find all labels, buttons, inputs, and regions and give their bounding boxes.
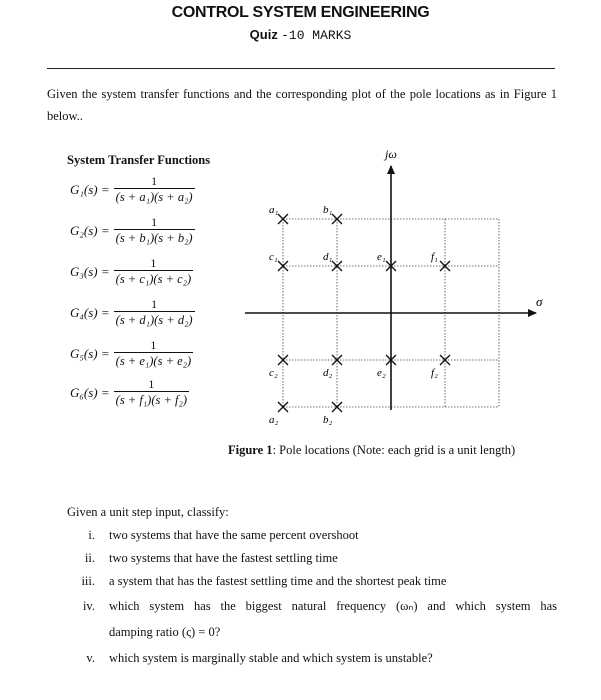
question-text: a system that has the fastest settling time and the shortest peak time bbox=[109, 574, 447, 588]
figure-caption-text: : Pole locations (Note: each grid is a unit length) bbox=[272, 443, 516, 457]
tf-lhs: G₁(s) = bbox=[70, 182, 110, 197]
pole-label: b₂ bbox=[323, 414, 333, 426]
pole-label: c₁ bbox=[269, 251, 278, 263]
figure-label: Figure 1 bbox=[228, 443, 273, 457]
document-title: CONTROL SYSTEM ENGINEERING bbox=[171, 4, 430, 21]
real-axis-label: σ bbox=[536, 294, 543, 309]
tf-heading: System Transfer Functions bbox=[67, 153, 211, 167]
tf-lhs: G₂(s) = bbox=[70, 223, 110, 238]
transfer-function-g6 bbox=[70, 378, 189, 408]
tf-lhs: G₅(s) = bbox=[70, 346, 110, 361]
quiz-label: Quiz bbox=[249, 27, 278, 42]
pole-label: b₁ bbox=[323, 204, 333, 216]
question-number: ii. bbox=[84, 551, 95, 565]
quiz-marks-line bbox=[0, 27, 601, 43]
pole-label: f₁ bbox=[431, 251, 438, 263]
tf-numerator: 1 bbox=[151, 174, 158, 188]
tf-denominator: (s + d₁)(s + d₂) bbox=[115, 313, 193, 327]
tf-denominator: (s + f₁)(s + f₂) bbox=[115, 393, 188, 407]
transfer-function-g3 bbox=[70, 257, 193, 287]
question-text: which system is marginally stable and which system is unstable? bbox=[109, 651, 433, 665]
question-number: iii. bbox=[81, 574, 95, 588]
tf-lhs: G₆(s) = bbox=[70, 385, 110, 400]
question-text: two systems that have the same percent overshoot bbox=[109, 528, 359, 542]
pole-label: a₁ bbox=[269, 204, 279, 216]
intro-paragraph: Given the system transfer functions and the corresponding plot of the pole locations as in Figure 1 below.. bbox=[47, 87, 557, 123]
pole-label: f₂ bbox=[431, 367, 438, 379]
transfer-function-g2 bbox=[70, 216, 195, 246]
tf-denominator: (s + c₁)(s + c₂) bbox=[115, 272, 192, 286]
tf-lhs: G₄(s) = bbox=[70, 305, 110, 320]
tf-numerator: 1 bbox=[150, 256, 157, 270]
transfer-function-g1 bbox=[70, 175, 195, 205]
transfer-function-g5 bbox=[70, 339, 193, 369]
tf-denominator: (s + e₁)(s + e₂) bbox=[115, 354, 192, 368]
poles bbox=[269, 204, 450, 426]
tf-lhs: G₃(s) = bbox=[70, 264, 110, 279]
question-text: damping ratio (ς) = 0? bbox=[109, 625, 221, 639]
question-text: two systems that have the fastest settling time bbox=[109, 551, 338, 565]
pole-label: d₂ bbox=[323, 367, 333, 379]
pole-location-plot bbox=[230, 140, 560, 435]
header-divider bbox=[47, 68, 555, 69]
tf-denominator: (s + b₁)(s + b₂) bbox=[115, 231, 193, 245]
tf-numerator: 1 bbox=[151, 297, 158, 311]
pole-label: a₂ bbox=[269, 414, 279, 426]
question-prompt: Given a unit step input, classify: bbox=[67, 505, 229, 519]
imaginary-axis-label: jω bbox=[385, 147, 397, 161]
question-number: i. bbox=[88, 528, 95, 542]
tf-numerator: 1 bbox=[151, 215, 158, 229]
tf-numerator: 1 bbox=[150, 338, 157, 352]
question-number: iv. bbox=[82, 599, 95, 613]
pole-label: c₂ bbox=[269, 367, 278, 379]
quiz-marks: -10 MARKS bbox=[281, 28, 352, 43]
tf-numerator: 1 bbox=[148, 377, 155, 391]
question-text: which system has the biggest natural frequency (ωₙ) and which system has bbox=[109, 599, 557, 613]
transfer-function-g4 bbox=[70, 298, 195, 328]
figure-caption bbox=[228, 443, 515, 458]
pole-label: e₁ bbox=[377, 251, 386, 263]
question-number: v. bbox=[86, 651, 95, 665]
pole-label: d₁ bbox=[323, 251, 333, 263]
tf-denominator: (s + a₁)(s + a₂) bbox=[115, 190, 193, 204]
pole-label: e₂ bbox=[377, 367, 386, 379]
